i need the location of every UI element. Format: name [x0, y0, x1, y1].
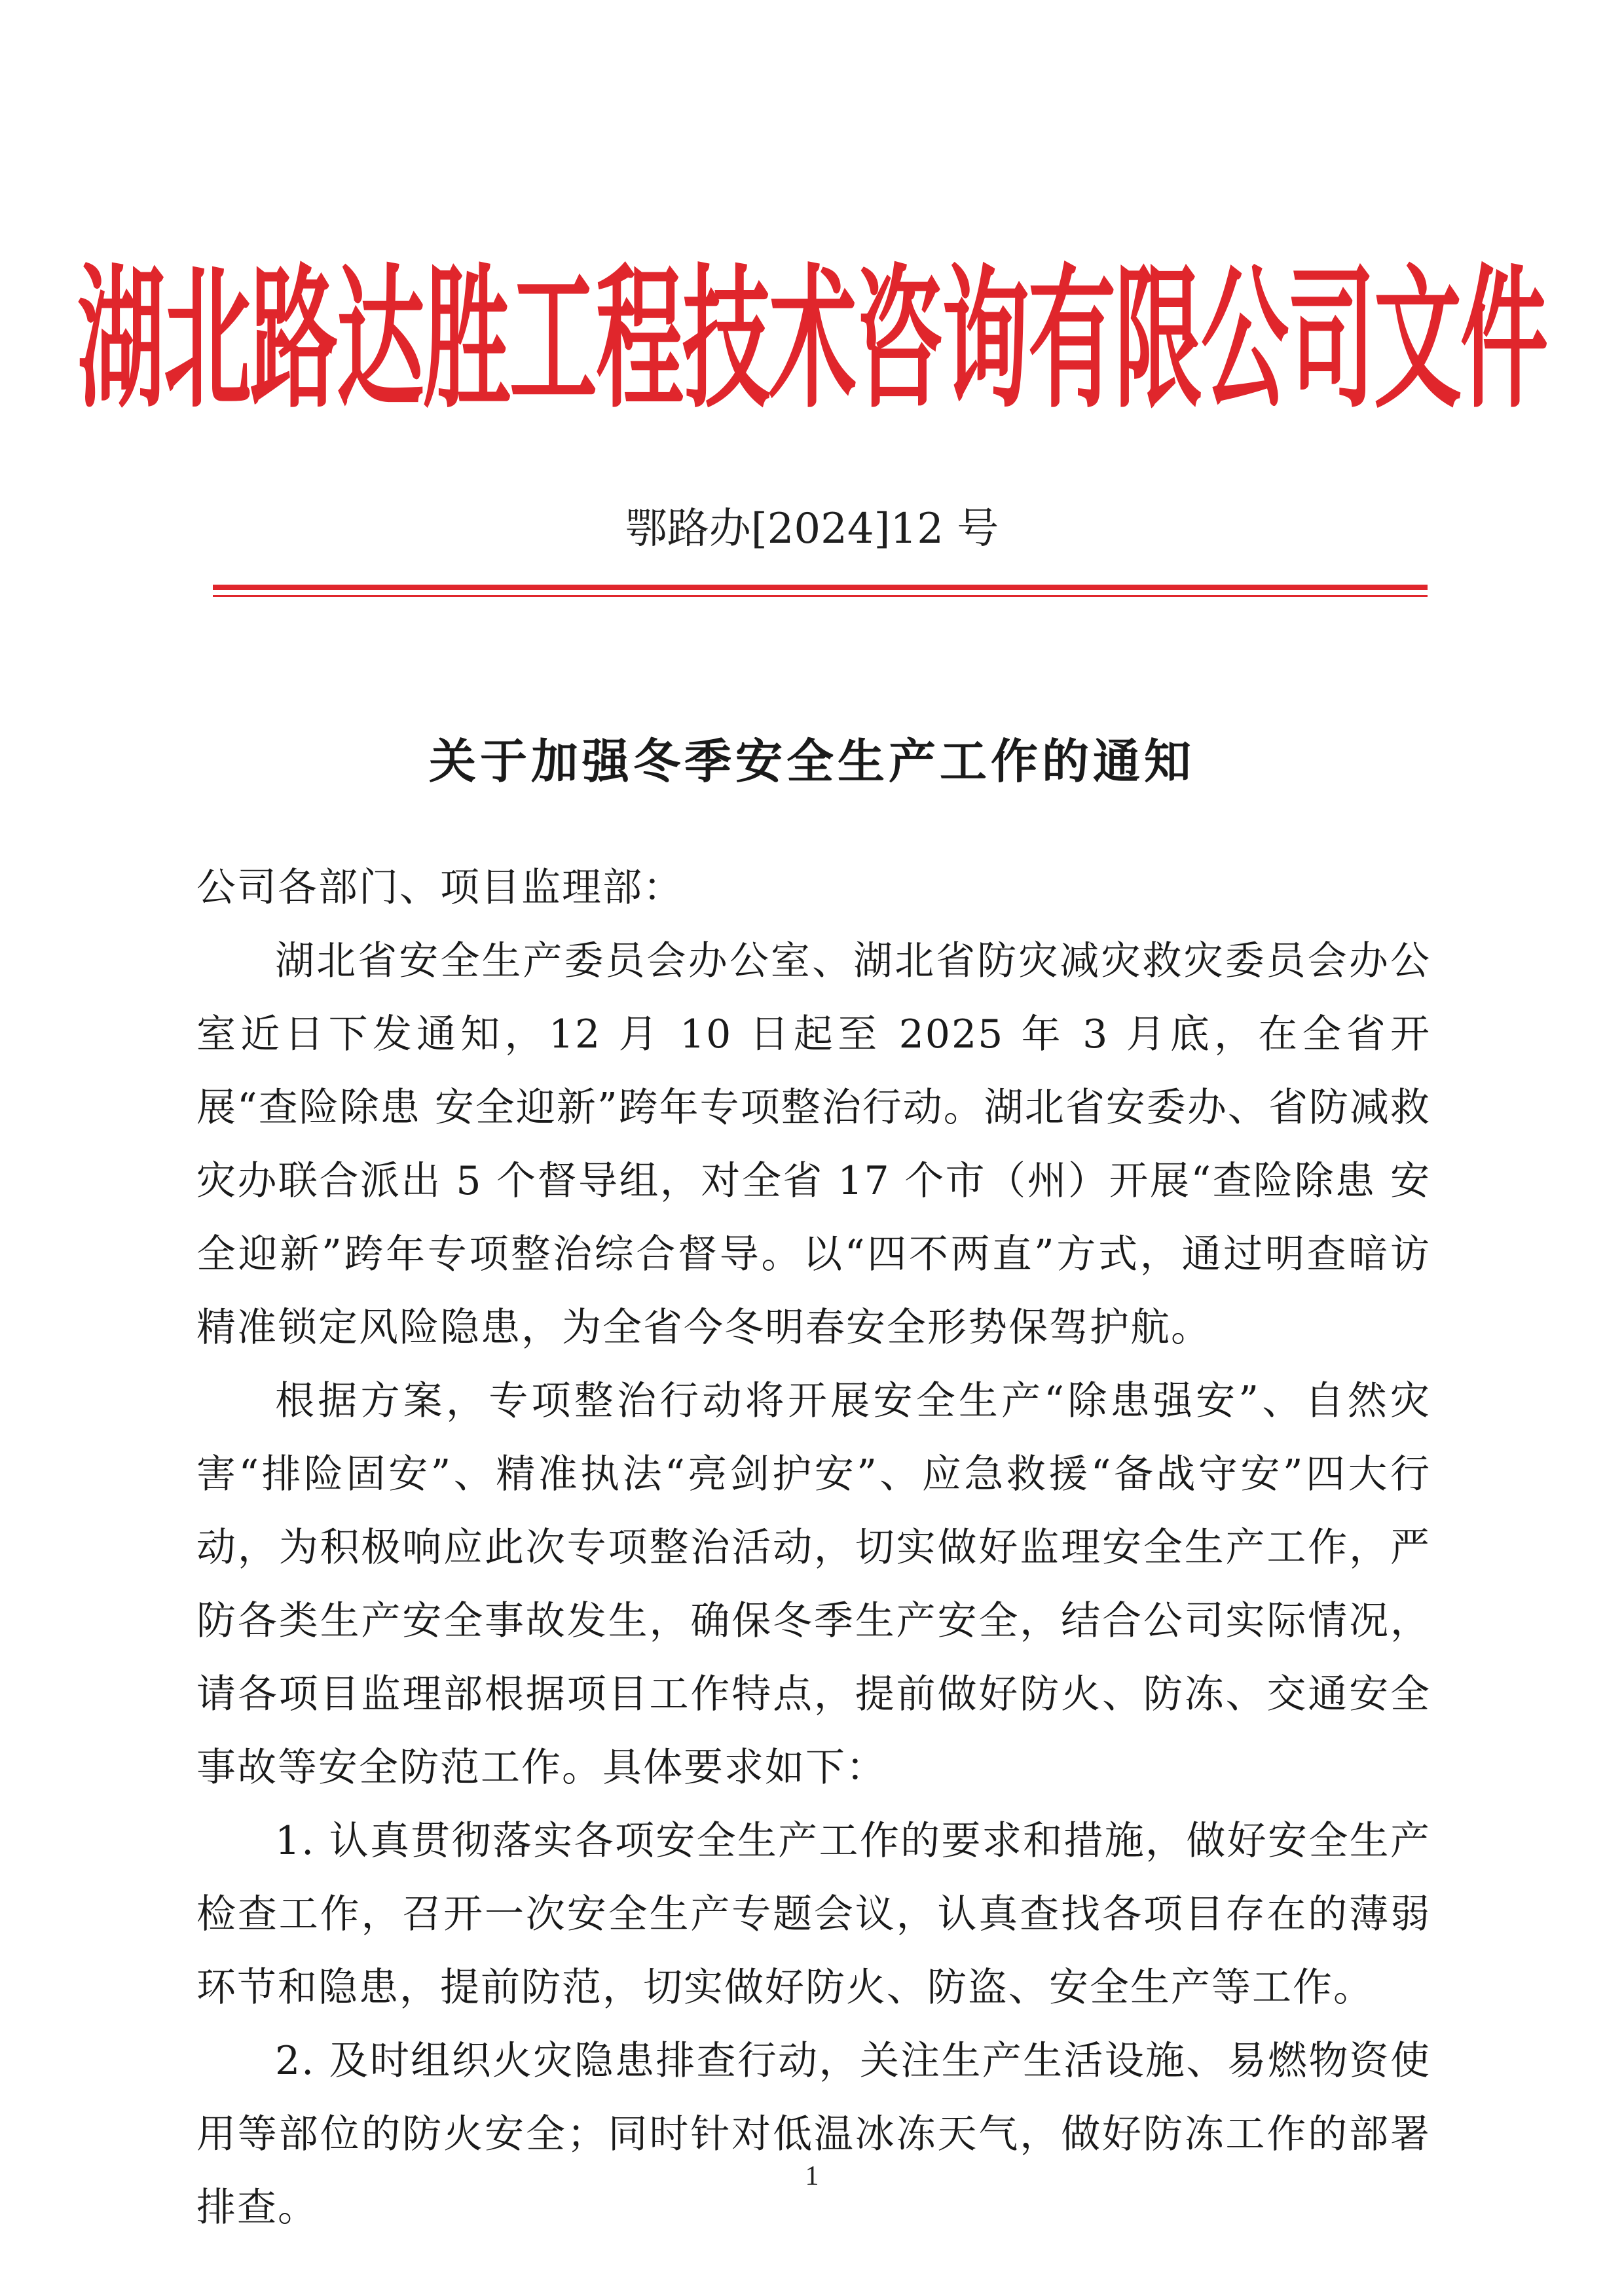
- red-divider-line-thin: [213, 595, 1428, 597]
- notice-title: 关于加强冬季安全生产工作的通知: [428, 733, 1195, 789]
- red-divider-line: [213, 585, 1428, 590]
- page-number: 1: [805, 2161, 819, 2191]
- paragraph-1: 湖北省安全生产委员会办公室、湖北省防灾减灾救灾委员会办公室近日下发通知，12 月 10 日起至 2025 年 3 月底，在全省开展“查险除患 安全迎新”跨年专项整治行动。湖北省安委办、省防减救灾办联合派出 5 个督导组，对全省 17 个市（州）开展“查险除患 安全迎新”跨年专项整治综合督导。以“四不两直”方式，通过明查暗访精准锁定风险隐患，为全省今冬明春安全形势保驾护航。: [196, 938, 1431, 1351]
- addressee: 公司各部门、项目监理部：: [196, 865, 684, 911]
- paragraph-2: 根据方案，专项整治行动将开展安全生产“除患强安”、自然灾害“排险固安”、精准执法“亮剑护安”、应急救援“备战守安”四大行动，为积极响应此次专项整治活动，切实做好监理安全生产工作，严防各类生产安全事故发生，确保冬季生产安全，结合公司实际情况，请各项目监理部根据项目工作特点，提前做好防火、防冻、交通安全事故等安全防范工作。具体要求如下：: [196, 1378, 1431, 1791]
- notice-body: [196, 851, 1431, 2244]
- letterhead-title: 湖北路达胜工程技术咨询有限公司文件: [77, 248, 1547, 429]
- document-number: 鄂路办[2024]12 号: [625, 505, 999, 553]
- paragraph-3: 1. 认真贯彻落实各项安全生产工作的要求和措施，做好安全生产检查工作，召开一次安全生产专题会议，认真查找各项目存在的薄弱环节和隐患，提前防范，切实做好防火、防盗、安全生产等工作。: [196, 1818, 1431, 2011]
- paragraph-4: 2. 及时组织火灾隐患排查行动，关注生产生活设施、易燃物资使用等部位的防火安全；同时针对低温冰冻天气，做好防冻工作的部署排查。: [196, 2038, 1431, 2231]
